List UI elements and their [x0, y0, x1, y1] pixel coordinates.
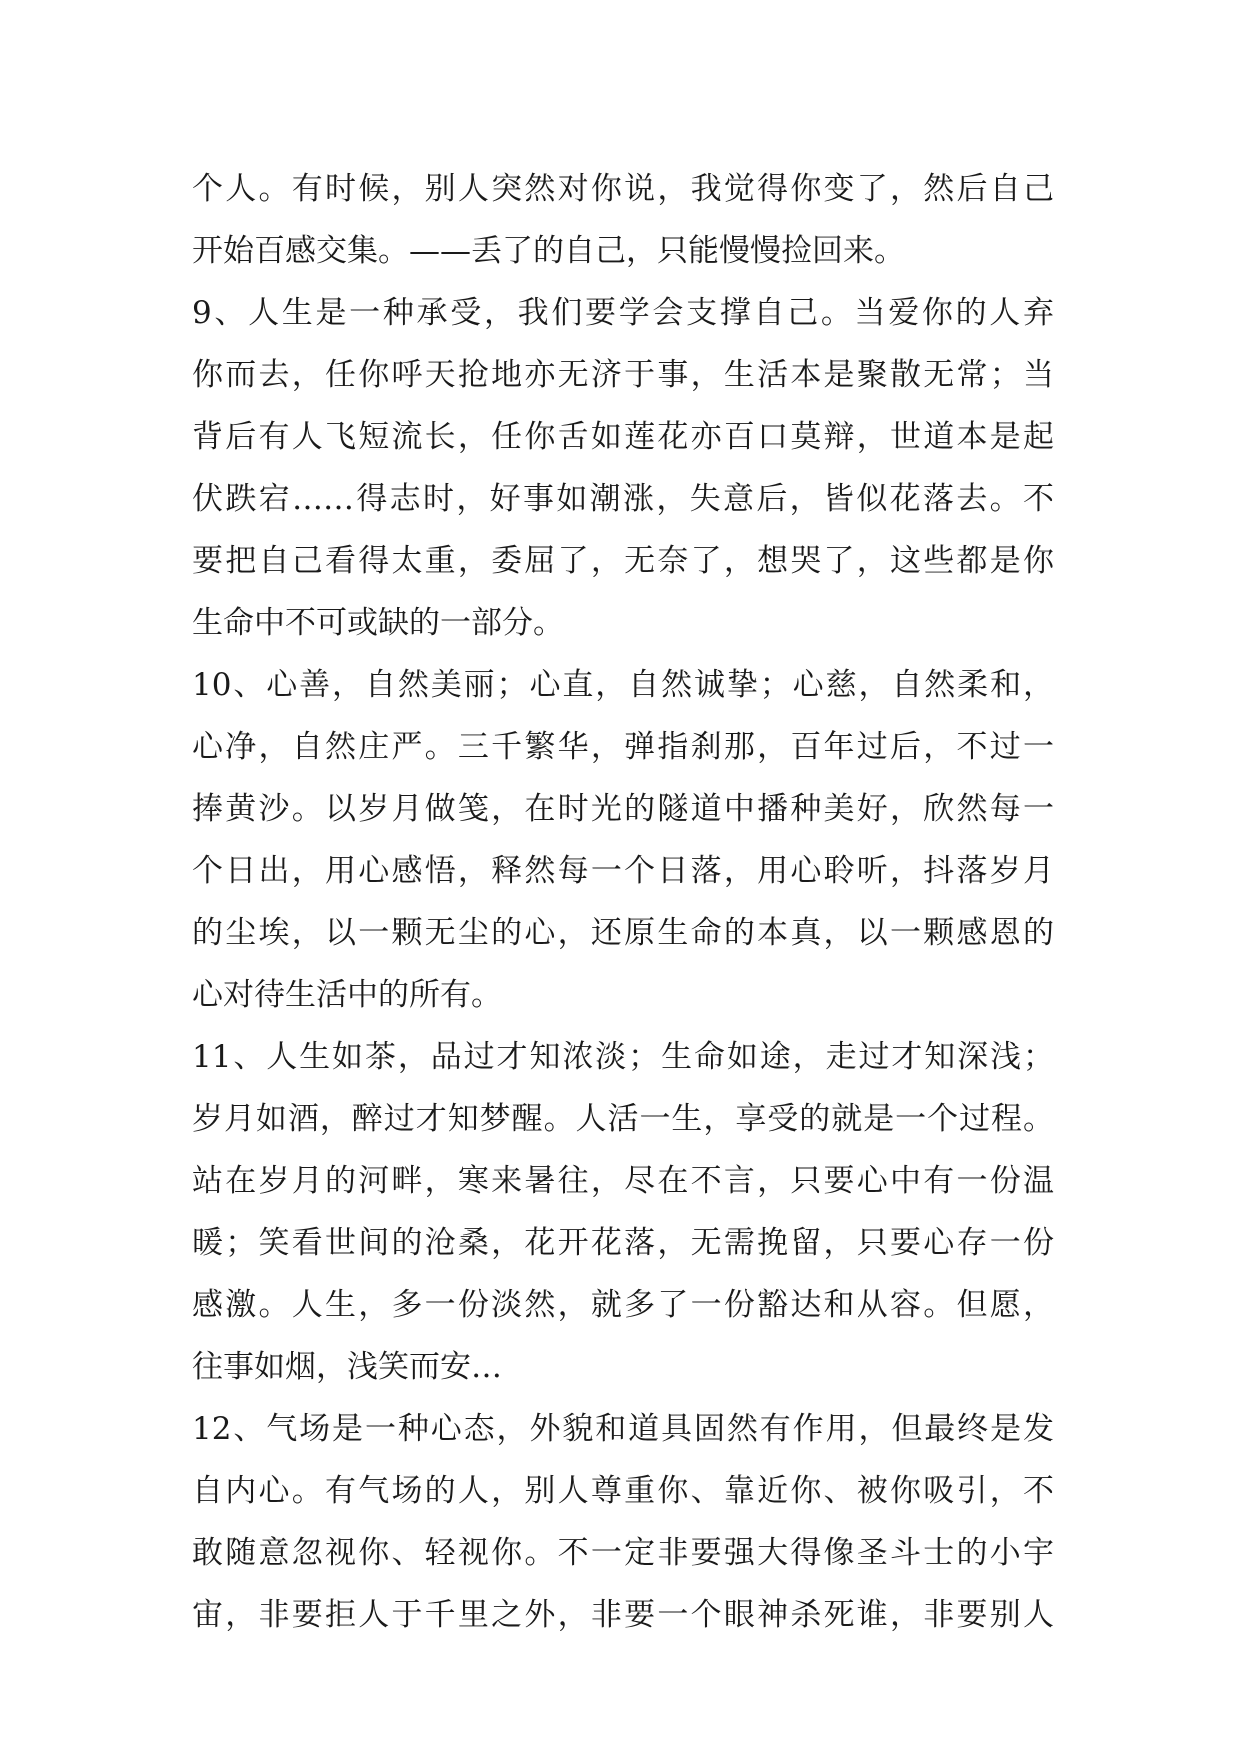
- text-line: 的尘埃，以一颗无尘的心，还原生命的本真，以一颗感恩的: [192, 915, 1054, 951]
- text-line: 你而去，任你呼天抢地亦无济于事，生活本是聚散无常；当: [192, 357, 1054, 393]
- text-line: 要把自己看得太重，委屈了，无奈了，想哭了，这些都是你: [192, 543, 1054, 579]
- text-line: 敢随意忽视你、轻视你。不一定非要强大得像圣斗士的小宇: [192, 1535, 1054, 1571]
- text-line: 背后有人飞短流长，任你舌如莲花亦百口莫辩，世道本是起: [192, 419, 1054, 455]
- text-line: 往事如烟，浅笑而安…: [192, 1349, 502, 1385]
- text-line: 11、人生如茶，品过才知浓淡；生命如途，走过才知深浅；: [192, 1039, 1054, 1075]
- text-line: 暖；笑看世间的沧桑，花开花落，无需挽留，只要心存一份: [192, 1225, 1054, 1261]
- text-line: 心对待生活中的所有。: [192, 977, 502, 1013]
- text-line: 伏跌宕……得志时，好事如潮涨，失意后，皆似花落去。不: [192, 481, 1054, 517]
- document-page: [192, 158, 1054, 1646]
- text-line: 10、心善，自然美丽；心直，自然诚挚；心慈，自然柔和，: [192, 667, 1054, 703]
- text-line: 个日出，用心感悟，释然每一个日落，用心聆听，抖落岁月: [192, 853, 1054, 889]
- text-line: 捧黄沙。以岁月做笺，在时光的隧道中播种美好，欣然每一: [192, 791, 1054, 827]
- text-line: 开始百感交集。——丢了的自己，只能慢慢捡回来。: [192, 233, 905, 269]
- text-line: 12、气场是一种心态，外貌和道具固然有作用，但最终是发: [192, 1411, 1054, 1447]
- text-line: 站在岁月的河畔，寒来暑往，尽在不言，只要心中有一份温: [192, 1163, 1054, 1199]
- text-line: 岁月如酒，醉过才知梦醒。人活一生，享受的就是一个过程。: [192, 1101, 1054, 1137]
- text-line: 9、人生是一种承受，我们要学会支撑自己。当爱你的人弃: [192, 295, 1054, 331]
- text-line: 生命中不可或缺的一部分。: [192, 605, 564, 641]
- text-line: 个人。有时候，别人突然对你说，我觉得你变了，然后自己: [192, 171, 1054, 207]
- text-line: 宙，非要拒人于千里之外，非要一个眼神杀死谁，非要别人: [192, 1597, 1054, 1633]
- text-line: 感激。人生，多一份淡然，就多了一份豁达和从容。但愿，: [192, 1287, 1054, 1323]
- text-line: 心净，自然庄严。三千繁华，弹指刹那，百年过后，不过一: [192, 729, 1054, 765]
- text-line: 自内心。有气场的人，别人尊重你、靠近你、被你吸引，不: [192, 1473, 1054, 1509]
